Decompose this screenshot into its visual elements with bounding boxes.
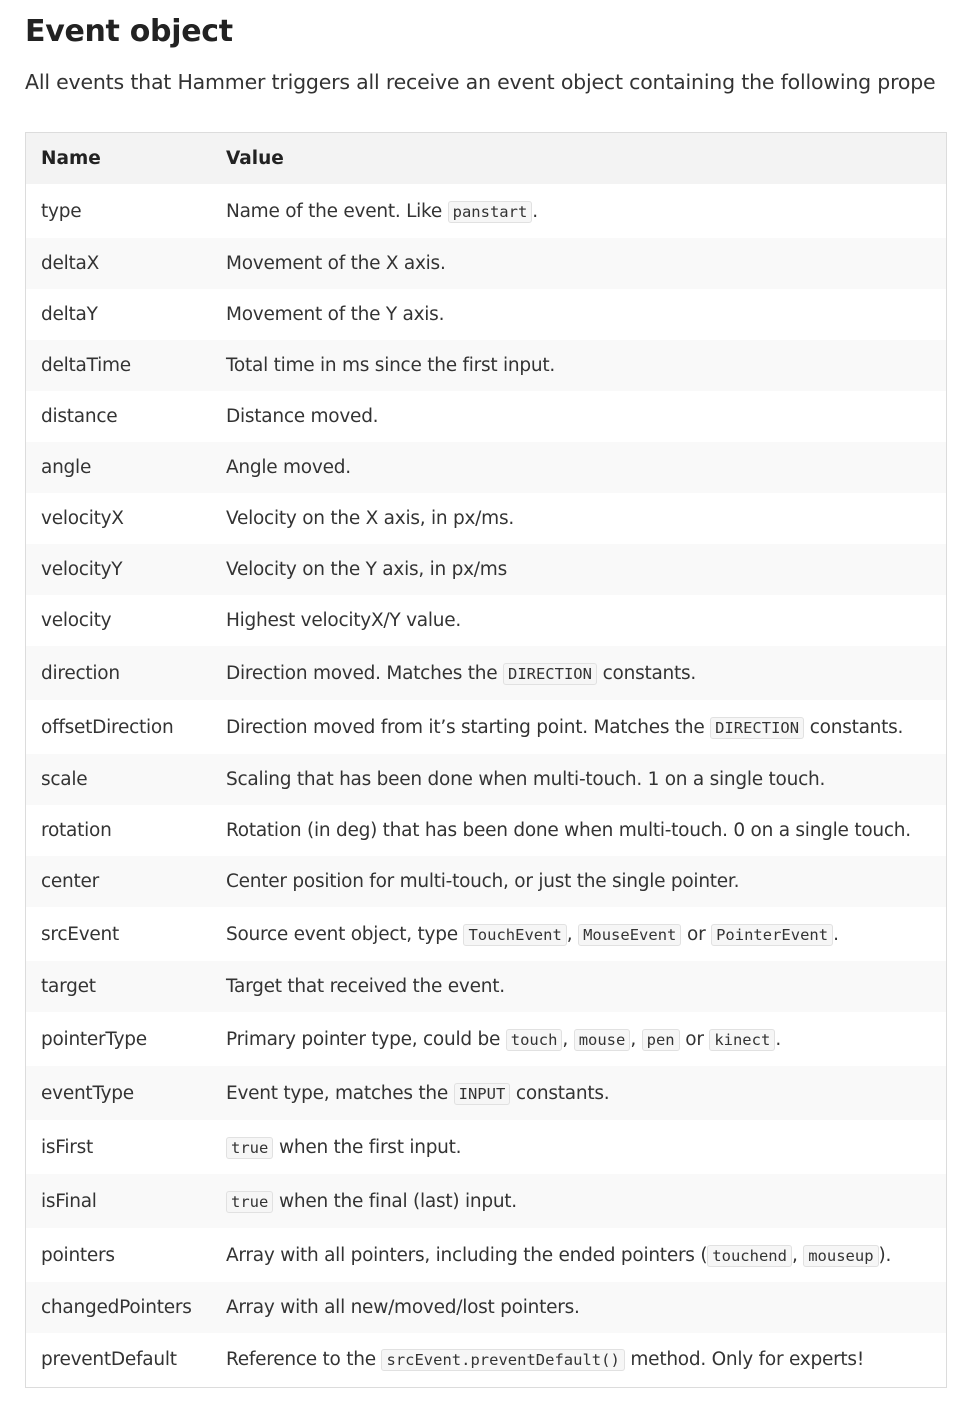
property-name: isFirst <box>41 1136 93 1158</box>
description-text: when the first input. <box>273 1136 462 1158</box>
table-row <box>26 907 947 961</box>
description-text: Reference to the <box>226 1349 382 1371</box>
property-description <box>211 493 947 544</box>
description-text: Highest velocityX/Y value. <box>226 610 461 631</box>
inline-code: INPUT <box>454 1083 511 1105</box>
table-row <box>26 1120 947 1174</box>
description-text: , <box>562 1028 574 1050</box>
property-name: deltaY <box>41 304 98 325</box>
inline-code: DIRECTION <box>503 663 597 685</box>
section-title: Event object <box>25 14 233 49</box>
property-name: isFinal <box>41 1190 97 1212</box>
property-description <box>211 391 947 442</box>
inline-code: mouseup <box>803 1245 878 1267</box>
table-row <box>26 238 947 289</box>
table-row <box>26 961 947 1012</box>
column-header-name: Name <box>26 133 212 185</box>
description-text: Source event object, type <box>226 923 464 945</box>
table-row <box>26 700 947 754</box>
description-text: Direction moved from it’s starting point. Matches the <box>226 716 711 738</box>
property-name: preventDefault <box>41 1349 177 1371</box>
property-name: rotation <box>41 820 112 841</box>
section-intro: All events that Hammer triggers all receive an event object containing the following prope <box>25 70 936 94</box>
property-description <box>211 340 947 391</box>
inline-code: mouse <box>574 1029 631 1051</box>
property-name: velocityX <box>41 508 124 529</box>
table-row <box>26 595 947 646</box>
property-description <box>211 544 947 595</box>
table-row <box>26 754 947 805</box>
description-text: Target that received the event. <box>226 976 505 997</box>
inline-code: true <box>226 1191 273 1213</box>
description-text: Angle moved. <box>226 457 351 478</box>
property-name: eventType <box>41 1082 134 1104</box>
table-row <box>26 1282 947 1333</box>
description-text: Scaling that has been done when multi-touch. 1 on a single touch. <box>226 769 826 790</box>
table-row <box>26 856 947 907</box>
description-text: method. Only for experts! <box>624 1349 864 1371</box>
property-name: velocity <box>41 610 112 631</box>
property-name: deltaX <box>41 253 100 274</box>
table-row <box>26 289 947 340</box>
inline-code: kinect <box>709 1029 775 1051</box>
property-name: deltaTime <box>41 355 131 376</box>
property-description <box>211 1174 947 1228</box>
description-text: , <box>566 923 579 945</box>
property-name: srcEvent <box>41 923 120 945</box>
property-name: center <box>41 871 100 892</box>
property-name: distance <box>41 406 118 427</box>
property-name: changedPointers <box>41 1297 192 1318</box>
property-description <box>211 961 947 1012</box>
property-description <box>211 646 947 700</box>
inline-code: PointerEvent <box>711 924 833 946</box>
inline-code: touchend <box>707 1245 792 1267</box>
table-row <box>26 340 947 391</box>
property-description <box>211 1012 947 1066</box>
description-text: Velocity on the Y axis, in px/ms <box>226 559 507 580</box>
property-name: velocityY <box>41 559 123 580</box>
property-description <box>211 1282 947 1333</box>
description-text: , <box>791 1244 804 1266</box>
table-row <box>26 544 947 595</box>
property-name: direction <box>41 662 120 684</box>
property-name: pointerType <box>41 1028 147 1050</box>
inline-code: DIRECTION <box>710 717 804 739</box>
table-header-row <box>26 133 947 185</box>
property-description <box>211 907 947 961</box>
property-description <box>211 1066 947 1120</box>
description-text: Array with all pointers, including the ended pointers ( <box>226 1244 708 1266</box>
description-text: or <box>679 1028 710 1050</box>
description-text: Velocity on the X axis, in px/ms. <box>226 508 514 529</box>
property-name: target <box>41 976 96 997</box>
description-text: Event type, matches the <box>226 1082 454 1104</box>
property-description <box>211 1120 947 1174</box>
property-description <box>211 700 947 754</box>
description-text: constants. <box>596 662 697 684</box>
property-description <box>211 1333 947 1387</box>
property-description <box>211 289 947 340</box>
description-text: Direction moved. Matches the <box>226 662 503 684</box>
table-row <box>26 805 947 856</box>
event-properties-table <box>25 132 947 1388</box>
table-row <box>26 1012 947 1066</box>
description-text: constants. <box>510 1082 610 1104</box>
table-row <box>26 1066 947 1120</box>
inline-code: srcEvent.preventDefault() <box>381 1349 624 1371</box>
property-name: type <box>41 200 82 222</box>
property-name: angle <box>41 457 92 478</box>
description-text: or <box>681 923 712 945</box>
description-text: Primary pointer type, could be <box>226 1028 506 1050</box>
table-row <box>26 493 947 544</box>
table-row <box>26 646 947 700</box>
inline-code: pen <box>642 1029 680 1051</box>
description-text: Distance moved. <box>226 406 379 427</box>
table-row <box>26 184 947 238</box>
table-row <box>26 1228 947 1282</box>
description-text: . <box>775 1028 781 1050</box>
inline-code: panstart <box>448 201 533 223</box>
property-description <box>211 442 947 493</box>
inline-code: true <box>226 1137 273 1159</box>
property-description <box>211 754 947 805</box>
description-text: ). <box>878 1244 892 1266</box>
table-row <box>26 1174 947 1228</box>
property-description <box>211 805 947 856</box>
inline-code: TouchEvent <box>463 924 566 946</box>
table-body <box>26 184 947 1387</box>
inline-code: touch <box>506 1029 563 1051</box>
description-text: constants. <box>804 716 904 738</box>
description-text: when the final (last) input. <box>273 1190 517 1212</box>
description-text: Rotation (in deg) that has been done when multi-touch. 0 on a single touch. <box>226 820 911 841</box>
table-row <box>26 1333 947 1387</box>
property-description <box>211 184 947 238</box>
description-text: Center position for multi-touch, or just the single pointer. <box>226 871 740 892</box>
property-name: scale <box>41 769 88 790</box>
column-header-value: Value <box>211 133 947 185</box>
description-text: . <box>833 923 839 945</box>
description-text: , <box>630 1028 642 1050</box>
description-text: . <box>532 200 538 222</box>
property-name: pointers <box>41 1244 115 1266</box>
property-name: offsetDirection <box>41 716 174 738</box>
description-text: Total time in ms since the first input. <box>226 355 555 376</box>
property-description <box>211 856 947 907</box>
table-row <box>26 391 947 442</box>
description-text: Movement of the X axis. <box>226 253 446 274</box>
description-text: Name of the event. Like <box>226 200 448 222</box>
property-description <box>211 1228 947 1282</box>
inline-code: MouseEvent <box>578 924 681 946</box>
property-description <box>211 595 947 646</box>
property-description <box>211 238 947 289</box>
description-text: Movement of the Y axis. <box>226 304 445 325</box>
table-row <box>26 442 947 493</box>
description-text: Array with all new/moved/lost pointers. <box>226 1297 580 1318</box>
